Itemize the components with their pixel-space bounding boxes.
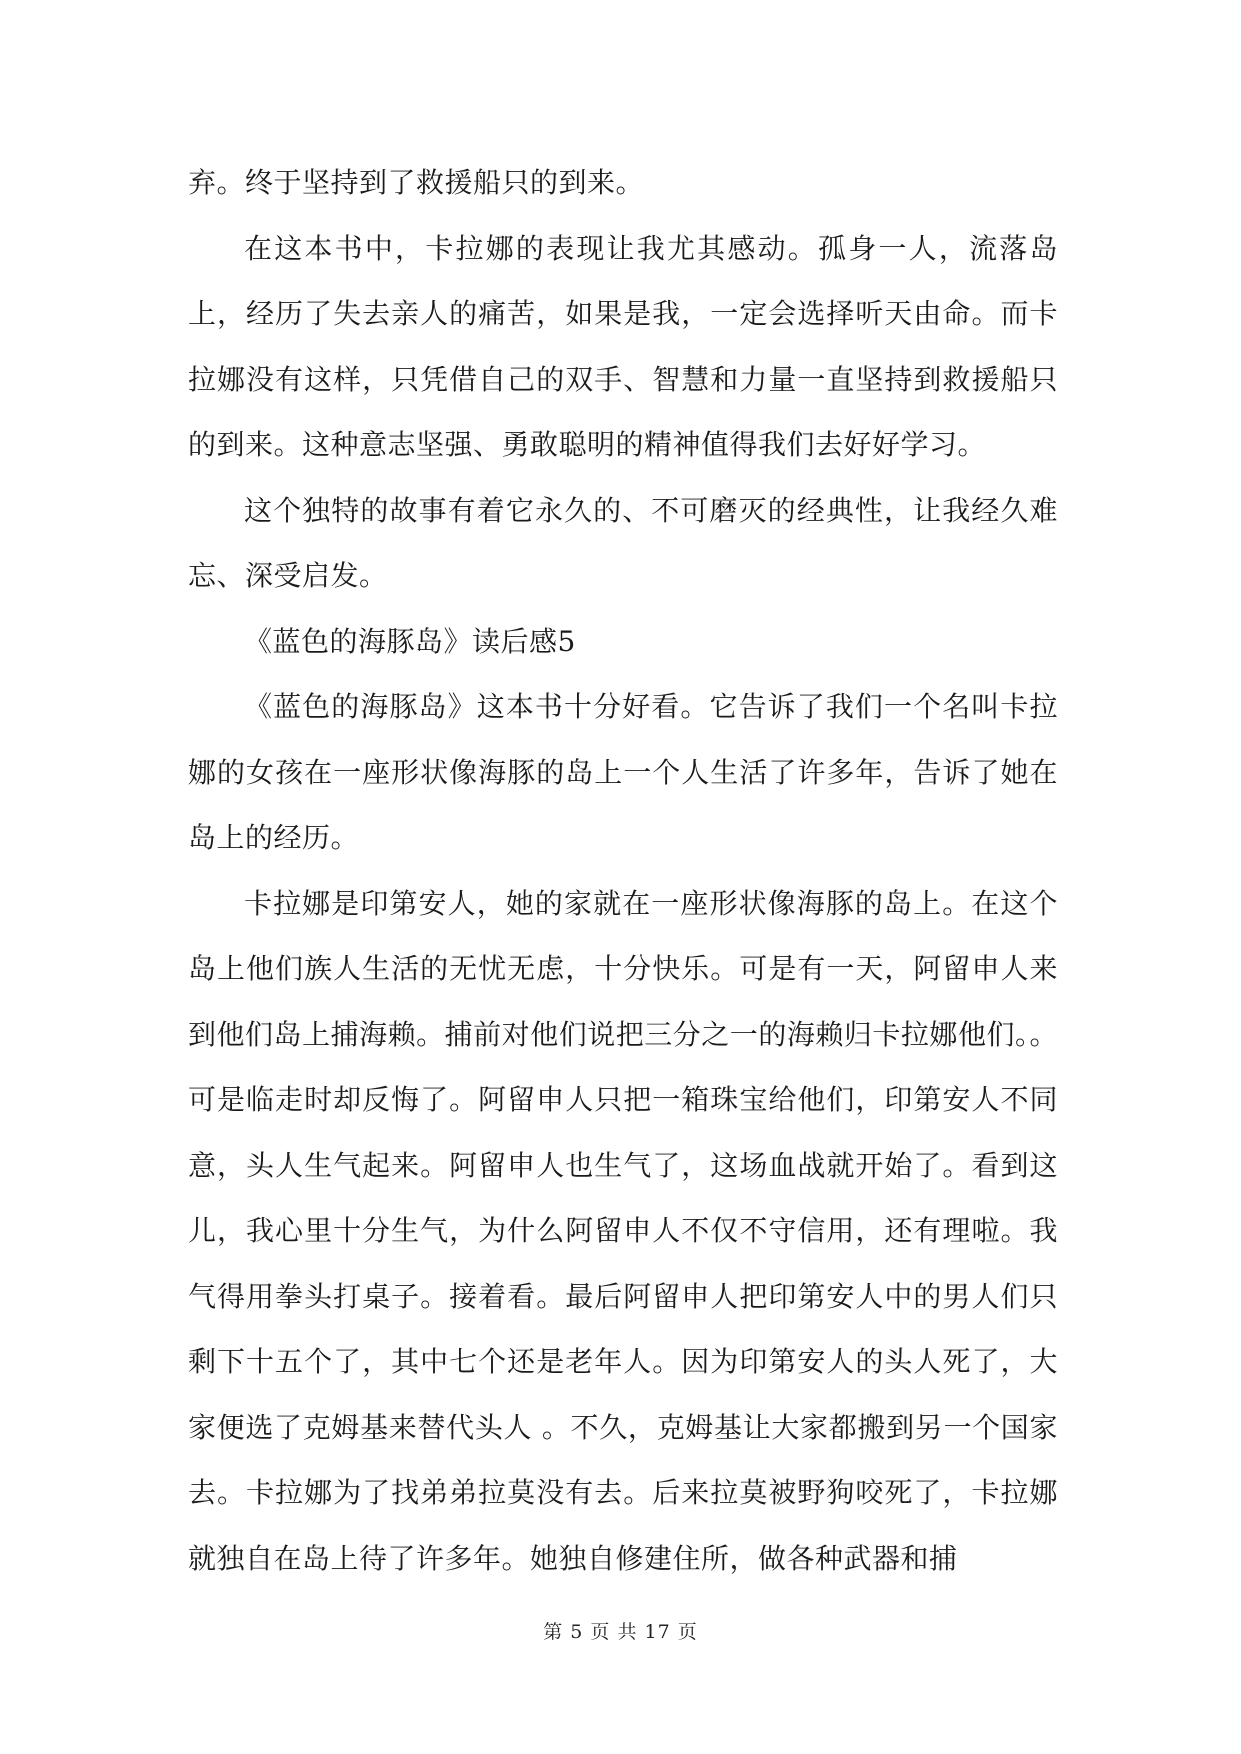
body-text [188,150,1058,1591]
paragraph-1: 弃。终于坚持到了救援船只的到来。 [188,166,645,199]
paragraph-3: 这个独特的故事有着它永久的、不可磨灭的经典性，让我经久难忘、深受启发。 [188,493,1058,592]
paragraph-4: 《蓝色的海豚岛》这本书十分好看。它告诉了我们一个名叫卡拉娜的女孩在一座形状像海豚的岛上一个人生活了许多年，告诉了她在岛上的经历。 [188,690,1058,854]
paragraph-5: 卡拉娜是印第安人，她的家就在一座形状像海豚的岛上。在这个岛上他们族人生活的无忧无虑，十分快乐。可是有一天，阿留申人来到他们岛上捕海赖。捕前对他们说把三分之一的海赖归卡拉娜他们。。可是临走时却反悔了。阿留申人只把一箱珠宝给他们，印第安人不同意，头人生气起来。阿留申人也生气了，这场血战就开始了。看到这儿，我心里十分生气，为什么阿留申人不仅不守信用，还有理啦。我气得用拳头打桌子。接着看。最后阿留申人把印第安人中的男人们只剩下十五个了，其中七个还是老年人。因为印第安人的头人死了，大家便选了克姆基来替代头人 。不久，克姆基让大家都搬到另一个国家去。卡拉娜为了找弟弟拉莫没有去。后来拉莫被野狗咬死了，卡拉娜就独自在岛上待了许多年。她独自修建住所，做各种武器和捕 [188,886,1058,1575]
section-heading: 《蓝色的海豚岛》读后感5 [244,624,576,658]
paragraph-2: 在这本书中，卡拉娜的表现让我尤其感动。孤身一人，流落岛上，经历了失去亲人的痛苦，如果是我，一定会选择听天由命。而卡拉娜没有这样，只凭借自己的双手、智慧和力量一直坚持到救援船只的到来。这种意志坚强、勇敢聪明的精神值得我们去好好学习。 [188,231,1058,461]
page-footer: 第 5 页 共 17 页 [543,1621,698,1643]
